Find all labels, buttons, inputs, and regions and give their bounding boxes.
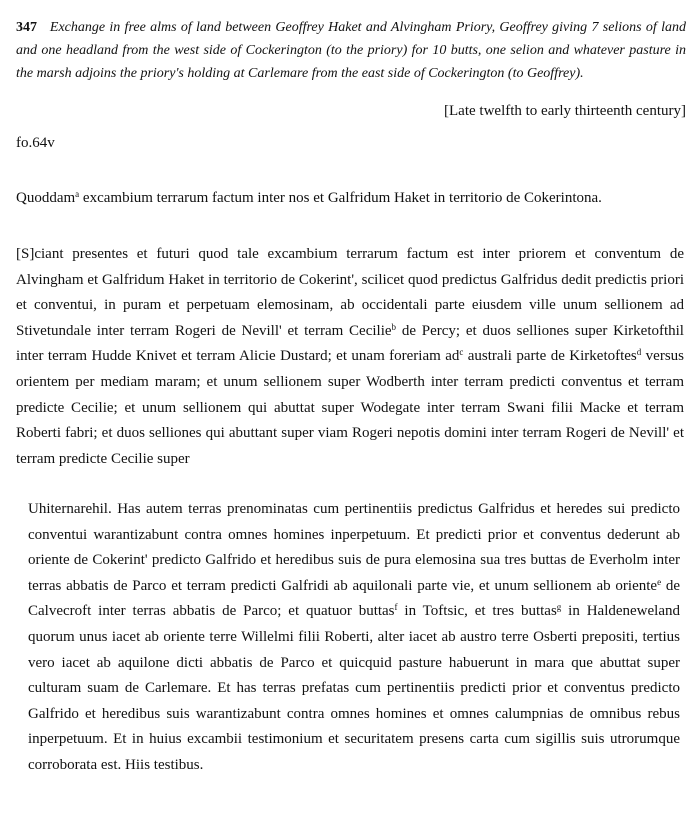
footnote-marker-a: a bbox=[75, 189, 80, 199]
rubric-text-end: excambium terrarum factum inter nos et Galfridum Haket in territorio de Cokerintona. bbox=[79, 190, 602, 206]
footnote-marker-e: e bbox=[657, 576, 662, 587]
charter-number: 347 bbox=[16, 20, 37, 35]
footnote-marker-g: g bbox=[556, 602, 562, 613]
text-segment: Uhiternarehil. Has autem terras prenominatas cum pertinentiis predictus Galfridus et heredes sui predicto conventui warantizabunt contra omnes homines inperpetuum. Et predicti prior et conventus dederunt ab oriente de Cokerint' predicto Galfrido et heredibus suis de pura elemosina sua tres buttas de Everholm inter terras abbatis de Parco et terram predicti Galfridi ab aquilonali parte vie, et unum sellionem ab oriente bbox=[28, 501, 680, 594]
footnote-marker-b: b bbox=[391, 321, 397, 332]
text-segment: in Haldeneweland quorum unus iacet ab oriente terre Willelmi filii Roberti, alter iacet ab austro terre Osberti prepositi, tertius vero iacet ab aquilone dicti abbatis de Parco et quicquid pasture habuerunt in mara que abuttat super culturam suam de Carlemare. Et has terras prefatas cum pertinentiis predicti prior et conventus predicto Galfrido et heredibus suis warantizabunt contra omnes homines et omnes calumpnias de omnibus rebus inperpetuum. Et in huius excambii testimonium et securitatem presens carta cum sigillis suis utrorumque corroborata est. Hiis testibus. bbox=[28, 603, 680, 773]
charter-text-part-2 bbox=[28, 497, 680, 779]
text-segment: versus orientem per mediam maram; et unum sellionem super Wodberth inter terram predicti conventus et terram predicte Cecilie; et unum sellionem qui abuttat super Wodegate inter terram Swani filii Macke et terram Roberti fabri; et duos selliones qui abuttant super viam Rogeri nepotis domini inter terram Rogeri de Nevill' et terram predicte Cecilie super bbox=[16, 348, 685, 467]
text-segment: [S]ciant presentes et futuri quod tale excambium terrarum factum est inter priorem et conventum de Alvingham et Galfridum Haket in territorio de Cokerint', scilicet quod predictus Galfridus dedit predictis priori et conventui, in puram et perpetuam elemosinam, ab occidentali parte eiusdem ville unum sellionem ad Stivetundale inter terram Rogeri de Nevill' et terram Cecilie bbox=[16, 246, 684, 339]
rubric-text-start: Quoddam bbox=[16, 190, 76, 206]
folio-reference: fo.64v bbox=[16, 135, 55, 151]
text-segment: australi parte de Kirketoftes bbox=[463, 348, 637, 365]
rubric bbox=[16, 187, 686, 209]
footnote-marker-d: d bbox=[636, 347, 642, 358]
footnote-marker-f: f bbox=[394, 602, 398, 613]
charter-heading bbox=[16, 16, 686, 85]
charter-date: [Late twelfth to early thirteenth century] bbox=[444, 103, 686, 119]
text-segment: in Toftsic, et tres buttas bbox=[397, 603, 557, 620]
text-segment: de Percy; et duos selliones super Kirketofthil inter terram Hudde Knivet et terram Alicie Dustard; et unam foreriam ad bbox=[16, 322, 684, 365]
charter-summary: Exchange in free alms of land between Geoffrey Haket and Alvingham Priory, Geoffrey giving 7 selions of land and one headland from the west side of Cockerington (to the priory) for 10 butts, one selion and whatever pasture in the marsh adjoins the priory's holding at Carlemare from the east side of Cockerington (to Geoffrey). bbox=[16, 20, 687, 81]
text-segment: de Calvecroft inter terras abbatis de Parco; et quatuor buttas bbox=[28, 577, 680, 620]
footnote-marker-c: c bbox=[459, 347, 464, 358]
charter-text-part-1 bbox=[16, 242, 684, 472]
